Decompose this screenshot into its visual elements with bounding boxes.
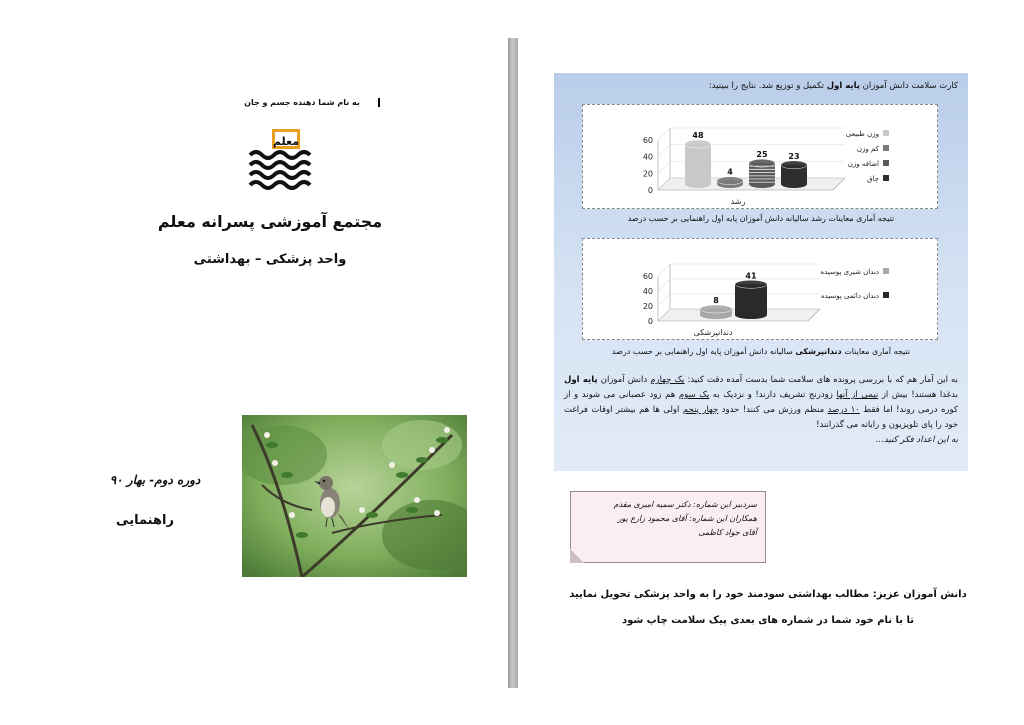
grid-line (658, 294, 670, 306)
dedication-text: به نام شما دهنده جسم و جان (230, 98, 380, 107)
grid-line (658, 128, 670, 140)
health-card-panel (554, 73, 968, 471)
statistics-summary: به این آمار هم که با بررسی پرونده های سلامت شما بدست آمده دقت کنید: یک چهارم دانش آموزان پایه اول بدغذا هستند! بیش از نیمی از آنها زودرنج تشریف دارند! و نزدیک به یک سوم هم زود عصبانی می شوند و از کوره درمی روند! اما فقط ۱۰ درصد منظم ورزش می کنند! حدود چهار پنجم اولی ها هم بیشتر اوقات فراغت خود را پای تلویزیون و رایانه می گذرانند! به این اعداد فکر کنید... (564, 375, 958, 445)
chart-bar (735, 280, 767, 319)
chart-bar (685, 140, 711, 188)
legend-entry: وزن طبیعی (845, 130, 879, 138)
editor-note (570, 491, 766, 563)
dental-chart (582, 238, 938, 340)
grid-line (658, 264, 670, 276)
grid-line (658, 279, 670, 291)
bar-value-label: 23 (788, 151, 800, 161)
legend-entry: کم وزن (856, 145, 879, 153)
legend-swatch (883, 145, 889, 151)
logo-text: معلم (272, 135, 300, 148)
chart-bar (717, 177, 743, 188)
grid-line (658, 145, 670, 157)
y-tick-label: 20 (642, 302, 653, 311)
chart-bar (749, 159, 775, 188)
issue-period: دوره دوم- بهار ۹۰ (109, 473, 201, 487)
y-tick-label: 0 (647, 317, 653, 326)
footer-message-2: تا با نام خود شما در شماره های بعدی پیک سلامت چاپ شود (621, 615, 915, 626)
bar-value-label: 25 (756, 150, 768, 160)
editor-line: سردبیر این شماره: دکتر سمیه امیری مقدم (613, 500, 757, 509)
legend-swatch (883, 175, 889, 181)
legend-swatch (883, 130, 889, 136)
y-tick-label: 40 (642, 152, 653, 162)
dental-chart-caption: نتیجه آماری معاینات دندانپزشکی سالیانه دانش آموزان پایه اول راهنمایی بر حسب درصد (611, 347, 911, 356)
legend-swatch (883, 268, 889, 274)
grid-line (658, 161, 670, 173)
contributors-line: همکاران این شماره: آقای محمود زارع پور (617, 514, 757, 523)
growth-chart-caption: نتیجه آماری معاینات رشد سالیانه دانش آموزان پایه اول راهنمایی بر حسب درصد (627, 214, 895, 223)
contributors-line-2: آقای جواد کاظمی (698, 528, 757, 537)
legend-swatch (883, 292, 889, 298)
x-axis-label: دندانپزشکی (693, 328, 733, 337)
book-spine (508, 38, 518, 688)
bar-value-label: 41 (745, 271, 757, 281)
chart-bar (781, 161, 807, 188)
chart-bar (700, 305, 732, 319)
school-name: مجتمع آموزشی پسرانه معلم (157, 212, 383, 231)
y-tick-label: 60 (642, 272, 653, 281)
cover-page (0, 0, 508, 725)
growth-chart (582, 104, 938, 209)
bar-value-label: 48 (692, 131, 704, 140)
legend-entry: دندان شیری پوسیده (820, 268, 879, 276)
y-tick-label: 60 (642, 136, 653, 145)
closing-remark: به این اعداد فکر کنید... (875, 435, 958, 445)
legend-entry: دندان دائمی پوسیده (820, 292, 879, 300)
legend-swatch (883, 160, 889, 166)
moallem-logo-icon (242, 125, 312, 195)
footer-message: دانش آموزان عزیز: مطالب بهداشتی سودمند خود را به واحد پزشکی تحویل نمایید (569, 589, 967, 600)
content-page (518, 0, 1024, 725)
school-level: راهنمایی (116, 513, 174, 528)
x-axis-label: رشد (730, 197, 746, 206)
panel-intro: کارت سلامت دانش آموزان پایه اول تکمیل و توزیع شد. نتایج را ببینید: (708, 81, 958, 91)
y-tick-label: 40 (642, 287, 653, 296)
y-tick-label: 0 (647, 186, 653, 195)
legend-entry: اضافه وزن (847, 160, 879, 168)
bird-on-branch-photo (242, 415, 467, 577)
y-tick-label: 20 (642, 169, 653, 179)
unit-name: واحد پزشکی – بهداشتی (193, 252, 347, 267)
bar-value-label: 4 (727, 167, 733, 177)
bar-value-label: 8 (713, 296, 719, 305)
legend-entry: چاق (867, 175, 879, 183)
